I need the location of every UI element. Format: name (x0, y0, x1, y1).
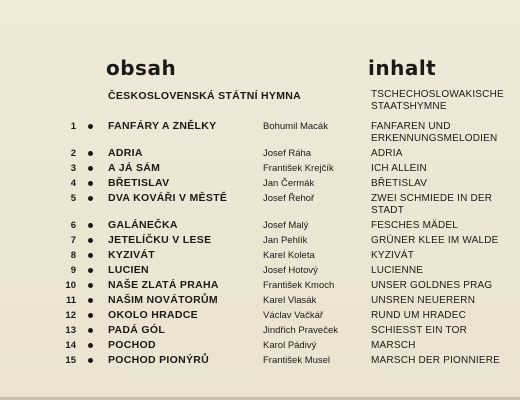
bullet-icon (88, 166, 93, 171)
track-row (0, 192, 520, 216)
track-composer: Václav Vačkář (263, 310, 324, 321)
track-title-german: KYZIVÁT (371, 250, 415, 261)
track-composer: Jan Čermák (263, 178, 315, 189)
bullet-icon (88, 196, 93, 201)
track-title: GALÁNEČKA (108, 219, 178, 231)
track-title: NAŠE ZLATÁ PRAHA (108, 279, 219, 291)
track-composer: František Krejčík (263, 163, 334, 174)
track-number: 2 (70, 148, 76, 159)
track-title-german: LUCIENNE (371, 265, 424, 276)
anthem-title-german: TSCHECHOSLOWAKISCHE STAATSHYMNE (371, 89, 504, 112)
track-number: 5 (70, 193, 76, 204)
bullet-icon (88, 298, 93, 303)
track-title-german: FANFAREN UND ERKENNUNGSMELODIEN (371, 121, 498, 144)
track-row (0, 120, 520, 144)
track-composer: Karel Koleta (263, 250, 315, 261)
bullet-icon (88, 343, 93, 348)
track-row (0, 147, 520, 161)
bullet-icon (88, 181, 93, 186)
track-number: 14 (65, 340, 76, 351)
track-row (0, 177, 520, 191)
track-number: 12 (65, 310, 76, 321)
track-composer: František Kmoch (263, 280, 335, 291)
track-title-german: SCHIESST EIN TOR (371, 325, 468, 336)
track-row (0, 162, 520, 176)
track-title-german: GRÜNER KLEE IM WALDE (371, 235, 499, 246)
track-title: FANFÁRY A ZNĚLKY (108, 120, 217, 132)
track-composer: Josef Malý (263, 220, 309, 231)
track-title-german: ICH ALLEIN (371, 163, 427, 174)
track-title-german: MARSCH DER PIONNIERE (371, 355, 501, 366)
track-title-german: ZWEI SCHMIEDE IN DER STADT (371, 193, 493, 216)
track-row (0, 264, 520, 278)
track-row (0, 249, 520, 263)
track-composer: Josef Hotový (263, 265, 318, 276)
track-title-german: ADRIA (371, 148, 403, 159)
track-number: 10 (65, 280, 76, 291)
bullet-icon (88, 253, 93, 258)
track-title-german: FESCHES MÄDEL (371, 220, 459, 231)
track-row (0, 309, 520, 323)
track-row (0, 294, 520, 308)
track-number: 15 (65, 355, 76, 366)
track-number: 6 (70, 220, 76, 231)
track-title-german: RUND UM HRADEC (371, 310, 467, 321)
bullet-icon (88, 328, 93, 333)
track-composer: Josef Ráha (263, 148, 312, 159)
track-title: A JÁ SÁM (108, 162, 161, 174)
track-composer: František Musel (263, 355, 331, 366)
track-title: LUCIEN (108, 264, 149, 276)
track-title: KYZIVÁT (108, 249, 156, 261)
track-title: NAŠIM NOVÁTORŮM (108, 294, 218, 306)
anthem-title-czech: ČESKOSLOVENSKÁ STÁTNÍ HYMNA (108, 90, 302, 102)
track-number: 7 (70, 235, 76, 246)
track-title: POCHOD PIONÝRŮ (108, 354, 210, 366)
track-composer: Jindřich Praveček (263, 325, 338, 336)
heading-czech: obsah (106, 56, 177, 80)
track-composer: Karol Pádivý (263, 340, 317, 351)
track-number: 11 (65, 295, 76, 306)
track-title-german: UNSREN NEUERERN (371, 295, 476, 306)
heading-german: inhalt (368, 56, 437, 80)
track-row (0, 234, 520, 248)
bullet-icon (88, 268, 93, 273)
track-number: 1 (70, 121, 76, 132)
track-composer: Bohumil Macák (263, 121, 328, 132)
track-row (0, 279, 520, 293)
track-composer: Karel Vlasák (263, 295, 317, 306)
track-title: BŘETISLAV (108, 177, 170, 189)
track-number: 9 (70, 265, 76, 276)
track-number: 13 (65, 325, 76, 336)
track-row (0, 339, 520, 353)
bullet-icon (88, 223, 93, 228)
track-composer: Josef Řehoř (263, 193, 315, 204)
track-title: JETELÍČKU V LESE (108, 234, 212, 246)
bullet-icon (88, 313, 93, 318)
track-title: ADRIA (108, 147, 143, 159)
bullet-icon (88, 124, 93, 129)
bullet-icon (88, 151, 93, 156)
track-number: 8 (70, 250, 76, 261)
track-number: 3 (70, 163, 76, 174)
track-row (0, 219, 520, 233)
track-title-german: BŘETISLAV (371, 178, 428, 189)
track-composer: Jan Pehlík (263, 235, 308, 246)
track-number: 4 (70, 178, 76, 189)
bullet-icon (88, 283, 93, 288)
bullet-icon (88, 238, 93, 243)
track-row (0, 324, 520, 338)
track-title: DVA KOVÁŘI V MĚSTĚ (108, 192, 228, 204)
track-title-german: UNSER GOLDNES PRAG (371, 280, 493, 291)
track-title: PADÁ GÓL (108, 324, 166, 336)
track-title-german: MARSCH (371, 340, 416, 351)
bullet-icon (88, 358, 93, 363)
track-row (0, 354, 520, 368)
track-title: POCHOD (108, 339, 156, 351)
track-title: OKOLO HRADCE (108, 309, 198, 321)
